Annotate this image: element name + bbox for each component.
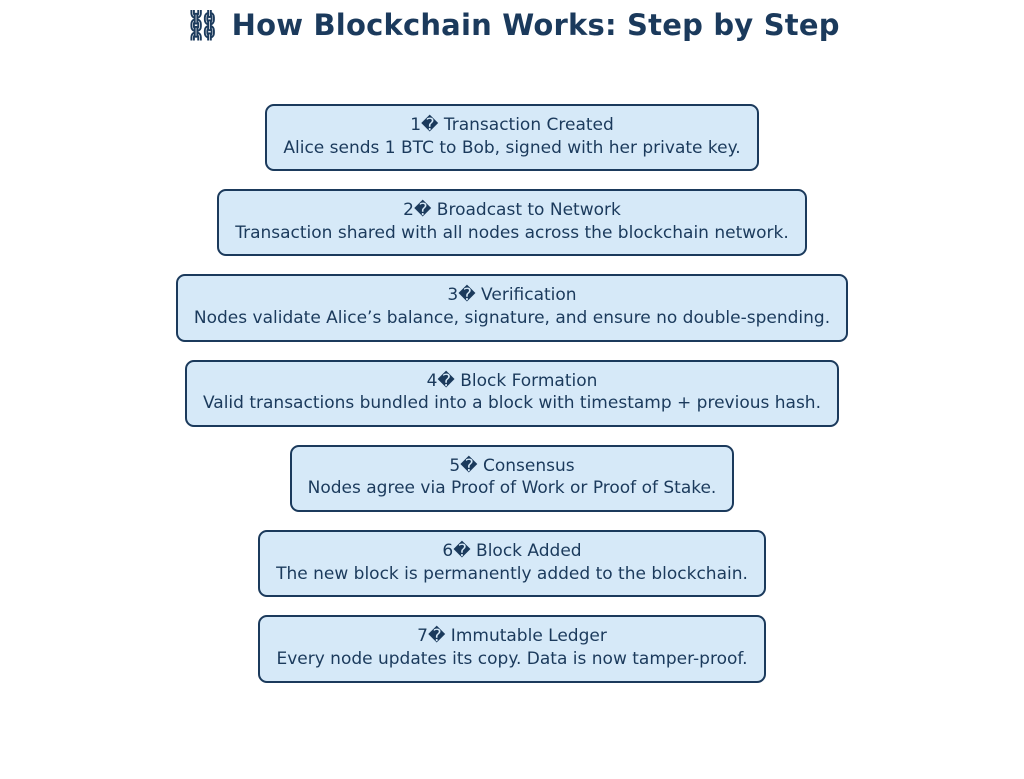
step-list	[0, 104, 1024, 701]
list-item	[185, 360, 839, 427]
list-item	[265, 104, 758, 171]
step-title: 2� Broadcast to Network	[403, 200, 621, 221]
step-title: 1� Transaction Created	[410, 115, 614, 135]
step-description: Transaction shared with all nodes across the blockchain network.	[235, 222, 789, 243]
step-title: 5� Consensus	[449, 455, 575, 476]
step-description: Nodes agree via Proof of Work or Proof of Stake.	[307, 478, 717, 499]
step-title: 7� Immutable Ledger	[417, 626, 607, 647]
step-title: 3� Verification	[447, 285, 577, 306]
list-item	[258, 615, 765, 682]
step-description: The new block is permanently added to the blockchain.	[276, 563, 748, 584]
list-item	[176, 274, 848, 341]
list-item	[258, 530, 766, 597]
page-title: ⛓ How Blockchain Works: Step by Step	[184, 8, 840, 42]
list-item	[217, 189, 807, 256]
step-title: 6� Block Added	[442, 541, 582, 562]
list-item	[290, 445, 735, 512]
step-description: Alice sends 1 BTC to Bob, signed with her private key.	[283, 137, 741, 158]
step-description: Every node updates its copy. Data is now tamper-proof.	[276, 648, 748, 669]
step-description: Valid transactions bundled into a block with timestamp + previous hash.	[202, 393, 821, 414]
step-description: Nodes validate Alice’s balance, signature, and ensure no double-spending.	[193, 308, 831, 329]
step-title: 4� Block Formation	[426, 370, 598, 391]
